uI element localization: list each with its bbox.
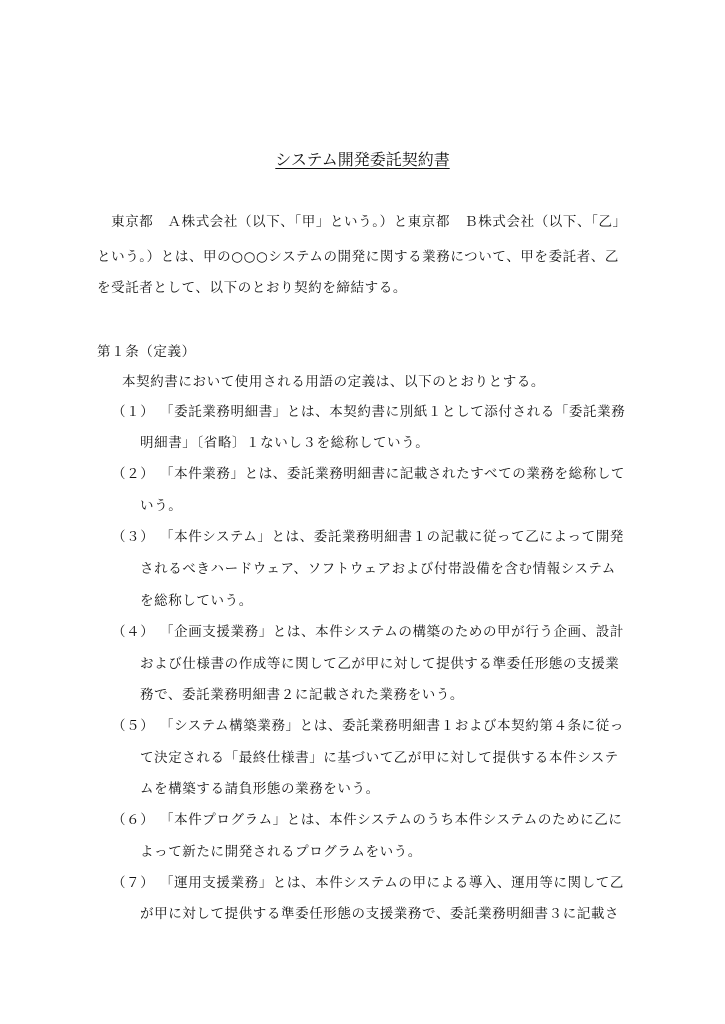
item-5-line-2: て決定される「最終仕様書」に基づいて乙が甲に対して提供する本件システ	[140, 750, 619, 766]
item-7-line-2: が甲に対して提供する準委任形態の支援業務で、委託業務明細書３に記載さ	[140, 906, 620, 922]
item-4-line-3: 務で、委託業務明細書２に記載された業務をいう。	[140, 687, 465, 703]
item-5-line-3: ムを構築する請負形態の業務をいう。	[140, 781, 380, 797]
item-3-line-2: されるべきハードウェア、ソフトウェアおよび付帯設備を含む情報システム	[140, 561, 616, 577]
item-4-number: （４）	[112, 624, 155, 640]
document-title: システム開発委託契約書	[275, 150, 450, 169]
item-3-number: （３）	[112, 529, 155, 545]
item-6-number: （６）	[112, 812, 155, 828]
item-1-line-2: 明細書」〔省略〕１ないし３を総称していう。	[140, 435, 430, 451]
item-1-line-1: 「委託業務明細書」とは、本契約書に別紙１として添付される「委託業務	[160, 404, 626, 420]
item-7-line-1: 「運用支援業務」とは、本件システムの甲による導入、運用等に関して乙	[160, 875, 624, 891]
item-4-line-1: 「企画支援業務」とは、本件システムの構築のための甲が行う企画、設計	[160, 624, 624, 640]
intro-line-1: 東京都 Ａ株式会社（以下、「甲」という。）と東京都 Ｂ株式会社（以下、「乙」	[97, 214, 627, 230]
item-7-number: （７）	[112, 875, 155, 891]
item-4-line-2: および仕様書の作成等に関して乙が甲に対して提供する準委任形態の支援業	[140, 656, 620, 672]
intro-line-2: という。）とは、甲の○○○システムの開発に関する業務について、甲を委託者、乙	[97, 249, 619, 265]
intro-line-3: を受託者として、以下のとおり契約を締結する。	[97, 280, 407, 296]
item-2-line-2: いう。	[140, 498, 183, 514]
item-5-line-1: 「システム構築業務」とは、委託業務明細書１および本契約第４条に従っ	[160, 718, 624, 734]
item-3-line-3: を総称していう。	[140, 593, 253, 609]
item-6-line-2: よって新たに開発されるプログラムをいう。	[140, 844, 422, 860]
item-2-number: （２）	[112, 466, 155, 482]
item-3-line-1: 「本件システム」とは、委託業務明細書１の記載に従って乙によって開発	[160, 529, 624, 545]
item-1-number: （１）	[112, 404, 155, 420]
article-lead: 本契約書において使用される用語の定義は、以下のとおりとする。	[122, 374, 545, 390]
item-6-line-1: 「本件プログラム」とは、本件システムのうち本件システムのために乙に	[160, 812, 623, 828]
item-2-line-1: 「本件業務」とは、委託業務明細書に記載されたすべての業務を総称して	[160, 466, 626, 482]
article-heading: 第１条（定義）	[97, 344, 196, 360]
item-5-number: （５）	[112, 718, 155, 734]
